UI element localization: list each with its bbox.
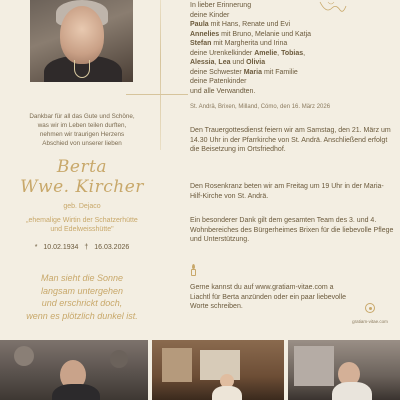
- portrait-face: [60, 6, 104, 64]
- funeral-service-text: Den Trauergottesdienst feiern wir am Samstag, den 21. März um 14.30 Uhr in der Pfarrkirche von St. Andrä. Anschließend erfolgt die Beisetzung im Ortsfriedhof.: [190, 127, 391, 153]
- portrait-necklace: [74, 60, 90, 78]
- memory-photo-1: [0, 340, 148, 400]
- family-line: Annelies mit Bruno, Melanie und Katja: [190, 30, 312, 38]
- cross-horizontal-line: [126, 94, 188, 95]
- thanks-team-text: Ein besonderer Dank gilt dem gesamten Team des 3. und 4. Wohnbereiches des Bürgerheimes Brixen für die liebevolle Pflege und Unterstützung.: [190, 217, 394, 243]
- family-line: deine Schwester Maria mit Familie: [190, 68, 298, 76]
- poem-line: wenn es plötzlich dunkel ist.: [26, 310, 138, 321]
- memorial-website-text[interactable]: Gerne kannst du auf www.gratiam-vitae.com a Liachtl für Berta anzünden oder ein paar liebevolle Worte schreiben.: [190, 284, 347, 310]
- logo-mark-icon: [365, 303, 375, 313]
- family-line: und alle Verwandten.: [190, 87, 256, 95]
- memory-photo-3: [288, 340, 400, 400]
- portrait-photo: [30, 0, 133, 82]
- role-line: und Edelweisshütte": [50, 226, 114, 233]
- poem-line: langsam untergehen: [40, 285, 124, 296]
- gratiam-vitae-logo[interactable]: [348, 300, 392, 324]
- poem-line: Man sieht die Sonne: [40, 273, 124, 283]
- family-line: Paula mit Hans, Renate und Evi: [190, 21, 291, 28]
- photo-strip: [0, 340, 400, 400]
- deceased-first-name: Berta: [56, 157, 108, 177]
- family-line: deine Urenkelkinder Amelie, Tobias,: [190, 49, 306, 57]
- memory-photo-2: [152, 340, 284, 400]
- family-line: Stefan mit Margherita und Irina: [190, 40, 288, 47]
- deceased-role: [8, 216, 156, 234]
- maiden-name: geb. Dejaco: [63, 203, 101, 210]
- place-date: St. Andrä, Brixen, Milland, Cómo, den 16. März 2026: [190, 104, 331, 110]
- family-intro: In lieber Erinnerung: [190, 2, 252, 9]
- thanks-text: [8, 112, 156, 148]
- logo-text: gratiam-vitae.com: [352, 319, 388, 324]
- family-line: Alessia, Lea und Olivia: [190, 59, 266, 66]
- life-dates: * 10.02.1934 † 16.03.2026: [34, 244, 130, 251]
- poem: [8, 272, 156, 322]
- poem-line: und erschrickt doch,: [41, 298, 123, 308]
- thanks-line: Abschied von unserer lieben: [42, 140, 122, 147]
- thanks-line: nehmen wir traurigen Herzens: [39, 131, 125, 138]
- family-kids-label: deine Kinder: [190, 11, 230, 19]
- family-line: deine Patenkinder: [190, 78, 247, 85]
- thanks-line: was wir im Leben teilen durften,: [37, 122, 127, 129]
- family-list: [190, 1, 395, 96]
- cross-vertical-line: [160, 0, 161, 150]
- rosary-text: Den Rosenkranz beten wir am Freitag um 19 Uhr in der Maria-Hilf-Kirche von St. Andrä.: [190, 183, 384, 200]
- candle-icon: [190, 264, 196, 276]
- deceased-name: [8, 157, 156, 197]
- thanks-line: Dankbar für all das Gute und Schöne,: [29, 113, 135, 120]
- role-line: „ehemalige Wirtin der Schatzerhütte: [26, 217, 138, 224]
- deceased-last-name: Wwe. Kircher: [20, 177, 144, 197]
